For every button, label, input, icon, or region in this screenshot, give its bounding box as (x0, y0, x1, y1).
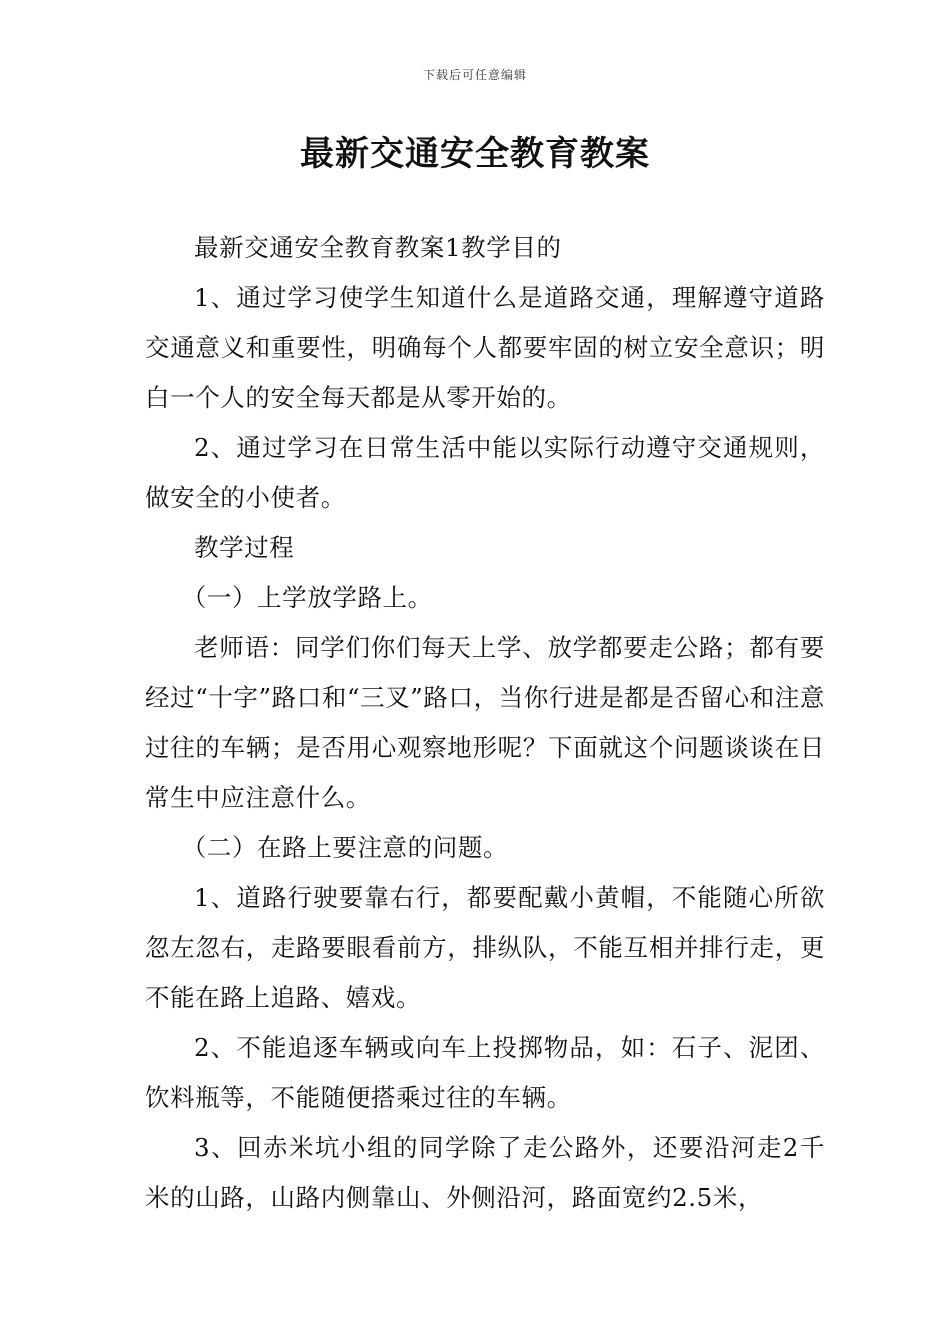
paragraph-process-heading: 教学过程 (194, 533, 295, 562)
paragraph-section-1-heading: （一）上学放学路上。 (181, 583, 433, 612)
document-body (145, 223, 825, 1223)
paragraph-rule-1: 1、道路行驶要靠右行，都要配戴小黄帽，不能随心所欲忽左忽右，走路要眼看前方，排纵队，不能互相并排行走，更不能在路上追路、嬉戏。 (145, 883, 825, 1012)
paragraph-rule-3: 3、回赤米坑小组的同学除了走公路外，还要沿河走2千米的山路，山路内侧靠山、外侧沿河，路面宽约2.5米， (145, 1133, 825, 1212)
paragraph-objective-2: 2、通过学习在日常生活中能以实际行动遵守交通规则，做安全的小使者。 (145, 433, 825, 512)
paragraph-objective-1: 1、通过学习使学生知道什么是道路交通，理解遵守道路交通意义和重要性，明确每个人都要牢固的树立安全意识；明白一个人的安全每天都是从零开始的。 (145, 283, 825, 412)
header-note: 下载后可任意编辑 (422, 68, 527, 82)
paragraph-rule-2: 2、不能追逐车辆或向车上投掷物品，如：石子、泥团、饮料瓶等，不能随便搭乘过往的车辆。 (145, 1033, 825, 1112)
paragraph-lesson-heading: 最新交通安全教育教案1教学目的 (194, 233, 562, 262)
paragraph-teacher-speech: 老师语：同学们你们每天上学、放学都要走公路；都有要经过“十字”路口和“三叉”路口，当你行进是都是否留心和注意过往的车辆；是否用心观察地形呢？下面就这个问题谈谈在日常生中应注意什么。 (145, 633, 825, 812)
document-title: 最新交通安全教育教案 (300, 134, 650, 174)
paragraph-section-2-heading: （二）在路上要注意的问题。 (181, 833, 509, 862)
